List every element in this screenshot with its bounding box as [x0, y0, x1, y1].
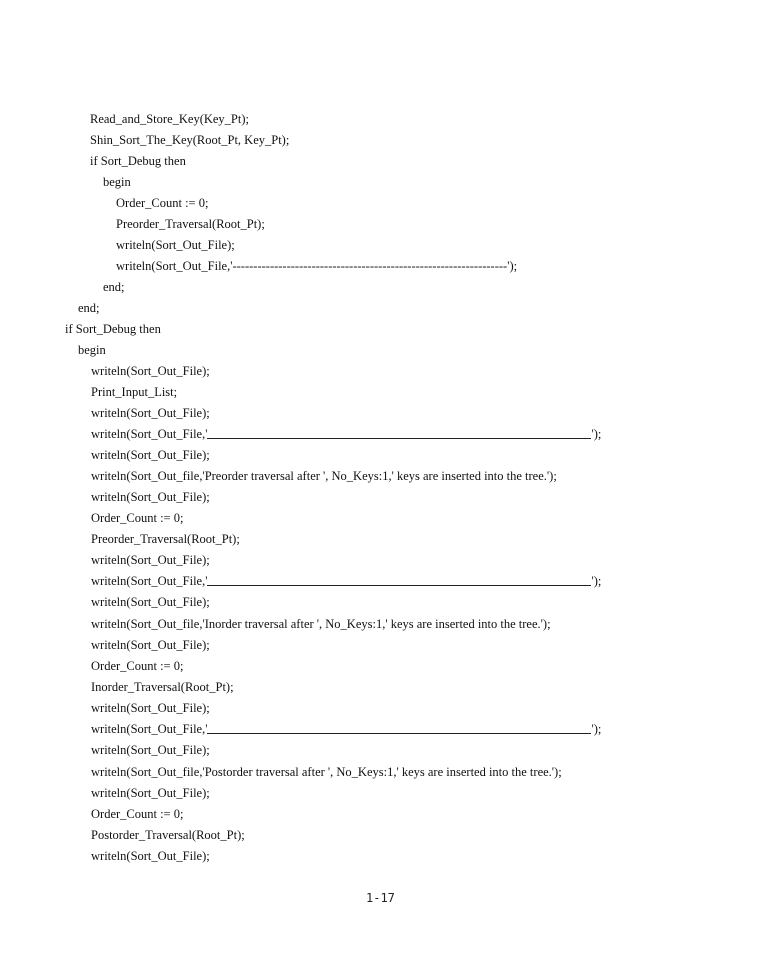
code-line: Inorder_Traversal(Root_Pt);	[91, 680, 234, 694]
code-line: if Sort_Debug then	[90, 154, 186, 168]
code-line-separator	[91, 722, 601, 736]
underline-rule	[207, 428, 591, 439]
code-line: writeln(Sort_Out_file,'Postorder traversal after ', No_Keys:1,' keys are inserted into the tree.');	[91, 765, 562, 779]
code-line: Order_Count := 0;	[91, 659, 184, 673]
underline-rule	[207, 575, 591, 586]
underline-rule	[207, 723, 591, 734]
code-line: writeln(Sort_Out_File);	[116, 238, 235, 252]
separator-prefix: writeln(Sort_Out_File,'	[91, 427, 208, 441]
code-line: writeln(Sort_Out_File);	[91, 406, 210, 420]
code-line-separator	[91, 574, 601, 588]
code-line: writeln(Sort_Out_File);	[91, 701, 210, 715]
code-line: begin	[78, 343, 106, 357]
code-line: writeln(Sort_Out_File);	[91, 849, 210, 863]
separator-prefix: writeln(Sort_Out_File,'	[91, 574, 208, 588]
code-line: begin	[103, 175, 131, 189]
code-line: writeln(Sort_Out_file,'Preorder traversal after ', No_Keys:1,' keys are inserted into the tree.');	[91, 469, 557, 483]
code-line: writeln(Sort_Out_File);	[91, 743, 210, 757]
code-line: if Sort_Debug then	[65, 322, 161, 336]
separator-suffix: ');	[591, 574, 602, 588]
code-line: writeln(Sort_Out_File);	[91, 448, 210, 462]
code-line: writeln(Sort_Out_File);	[91, 553, 210, 567]
code-line: end;	[78, 301, 100, 315]
code-line: writeln(Sort_Out_File);	[91, 490, 210, 504]
separator-suffix: ');	[591, 722, 602, 736]
code-line: writeln(Sort_Out_File);	[91, 595, 210, 609]
separator-prefix: writeln(Sort_Out_File,'	[91, 722, 208, 736]
code-line: Postorder_Traversal(Root_Pt);	[91, 828, 245, 842]
code-line: writeln(Sort_Out_file,'Inorder traversal after ', No_Keys:1,' keys are inserted into the tree.');	[91, 617, 551, 631]
code-line: Read_and_Store_Key(Key_Pt);	[90, 112, 249, 126]
page-number: 1-17	[366, 891, 395, 905]
code-line: end;	[103, 280, 125, 294]
code-line: writeln(Sort_Out_File);	[91, 638, 210, 652]
code-line: writeln(Sort_Out_File);	[91, 364, 210, 378]
code-line: writeln(Sort_Out_File,'------------------------------------------------------------------');	[116, 259, 518, 273]
code-line: Preorder_Traversal(Root_Pt);	[91, 532, 240, 546]
separator-suffix: ');	[591, 427, 602, 441]
code-line: Order_Count := 0;	[91, 511, 184, 525]
code-line: writeln(Sort_Out_File);	[91, 786, 210, 800]
code-line: Order_Count := 0;	[116, 196, 209, 210]
code-line-separator	[91, 427, 601, 441]
code-line: Print_Input_List;	[91, 385, 178, 399]
code-line: Preorder_Traversal(Root_Pt);	[116, 217, 265, 231]
code-line: Order_Count := 0;	[91, 807, 184, 821]
code-line: Shin_Sort_The_Key(Root_Pt, Key_Pt);	[90, 133, 290, 147]
